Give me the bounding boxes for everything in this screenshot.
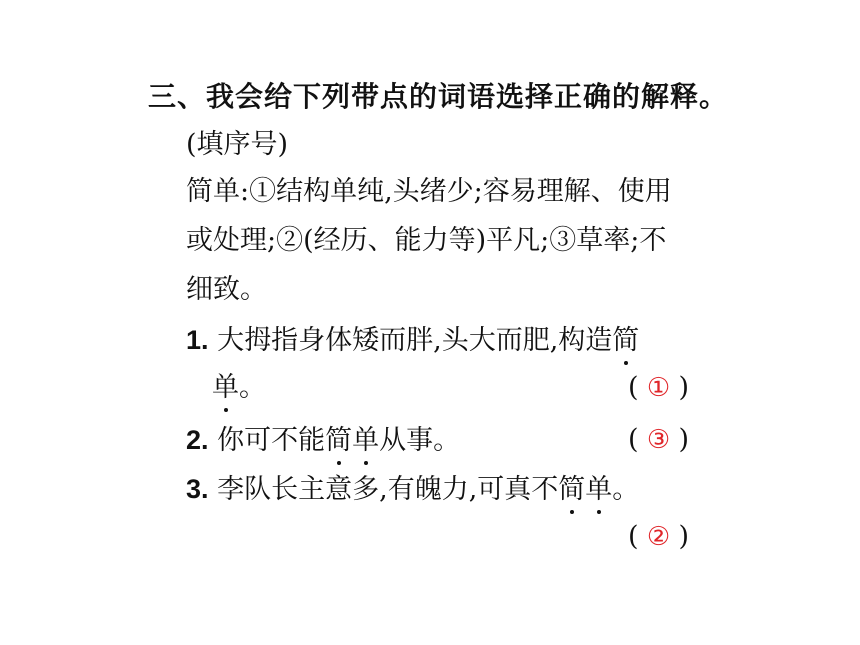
- item-1-text-end: 。: [239, 372, 266, 403]
- paren-open: (: [628, 372, 639, 403]
- item-3-answer-blank: [628, 520, 689, 554]
- item-1-line-1: [186, 323, 639, 358]
- item-2-number: 2.: [186, 425, 209, 455]
- item-1-line-2: [212, 371, 266, 405]
- item-1-answer: ①: [646, 373, 671, 403]
- item-3-line: [186, 472, 639, 507]
- item-3-dotted-char-2: 单: [585, 474, 613, 505]
- definition-line-3: 细致。: [186, 274, 267, 305]
- item-2-dotted-char-1: 简: [325, 425, 353, 456]
- item-3-number: 3.: [186, 474, 209, 504]
- item-1-dotted-word-part-2: 单: [212, 372, 239, 403]
- item-2-text-end: 从事。: [379, 425, 461, 456]
- item-2-answer: ③: [646, 425, 671, 455]
- item-1-text: 大拇指身体矮而胖,头大而肥,构造: [217, 325, 613, 356]
- item-3-answer: ②: [646, 522, 671, 552]
- paren-open: (: [628, 424, 639, 455]
- item-1-number: 1.: [186, 325, 209, 355]
- item-2-line: [186, 423, 460, 458]
- definition-line-2: 或处理;②(经历、能力等)平凡;③草率;不: [186, 225, 667, 256]
- item-2-dotted-char-2: 单: [352, 425, 380, 456]
- paren-close: ): [678, 424, 690, 455]
- item-3-text-end: 。: [612, 474, 640, 505]
- item-1-answer-blank: [628, 371, 689, 405]
- item-2-answer-blank: [628, 423, 689, 457]
- instruction-text: (填序号): [186, 129, 289, 160]
- paren-open: (: [628, 521, 639, 552]
- item-2-text: 你可不能: [217, 425, 326, 456]
- question-heading: 三、我会给下列带点的词语选择正确的解释。: [148, 80, 729, 113]
- paren-close: ): [678, 521, 690, 552]
- item-3-text: 李队长主意多,有魄力,可真不: [217, 474, 559, 505]
- definition-line-1: 简单:①结构单纯,头绪少;容易理解、使用: [186, 176, 672, 207]
- item-1-dotted-word-part-1: 简: [612, 325, 640, 356]
- paren-close: ): [678, 372, 690, 403]
- item-3-dotted-char-1: 简: [558, 474, 586, 505]
